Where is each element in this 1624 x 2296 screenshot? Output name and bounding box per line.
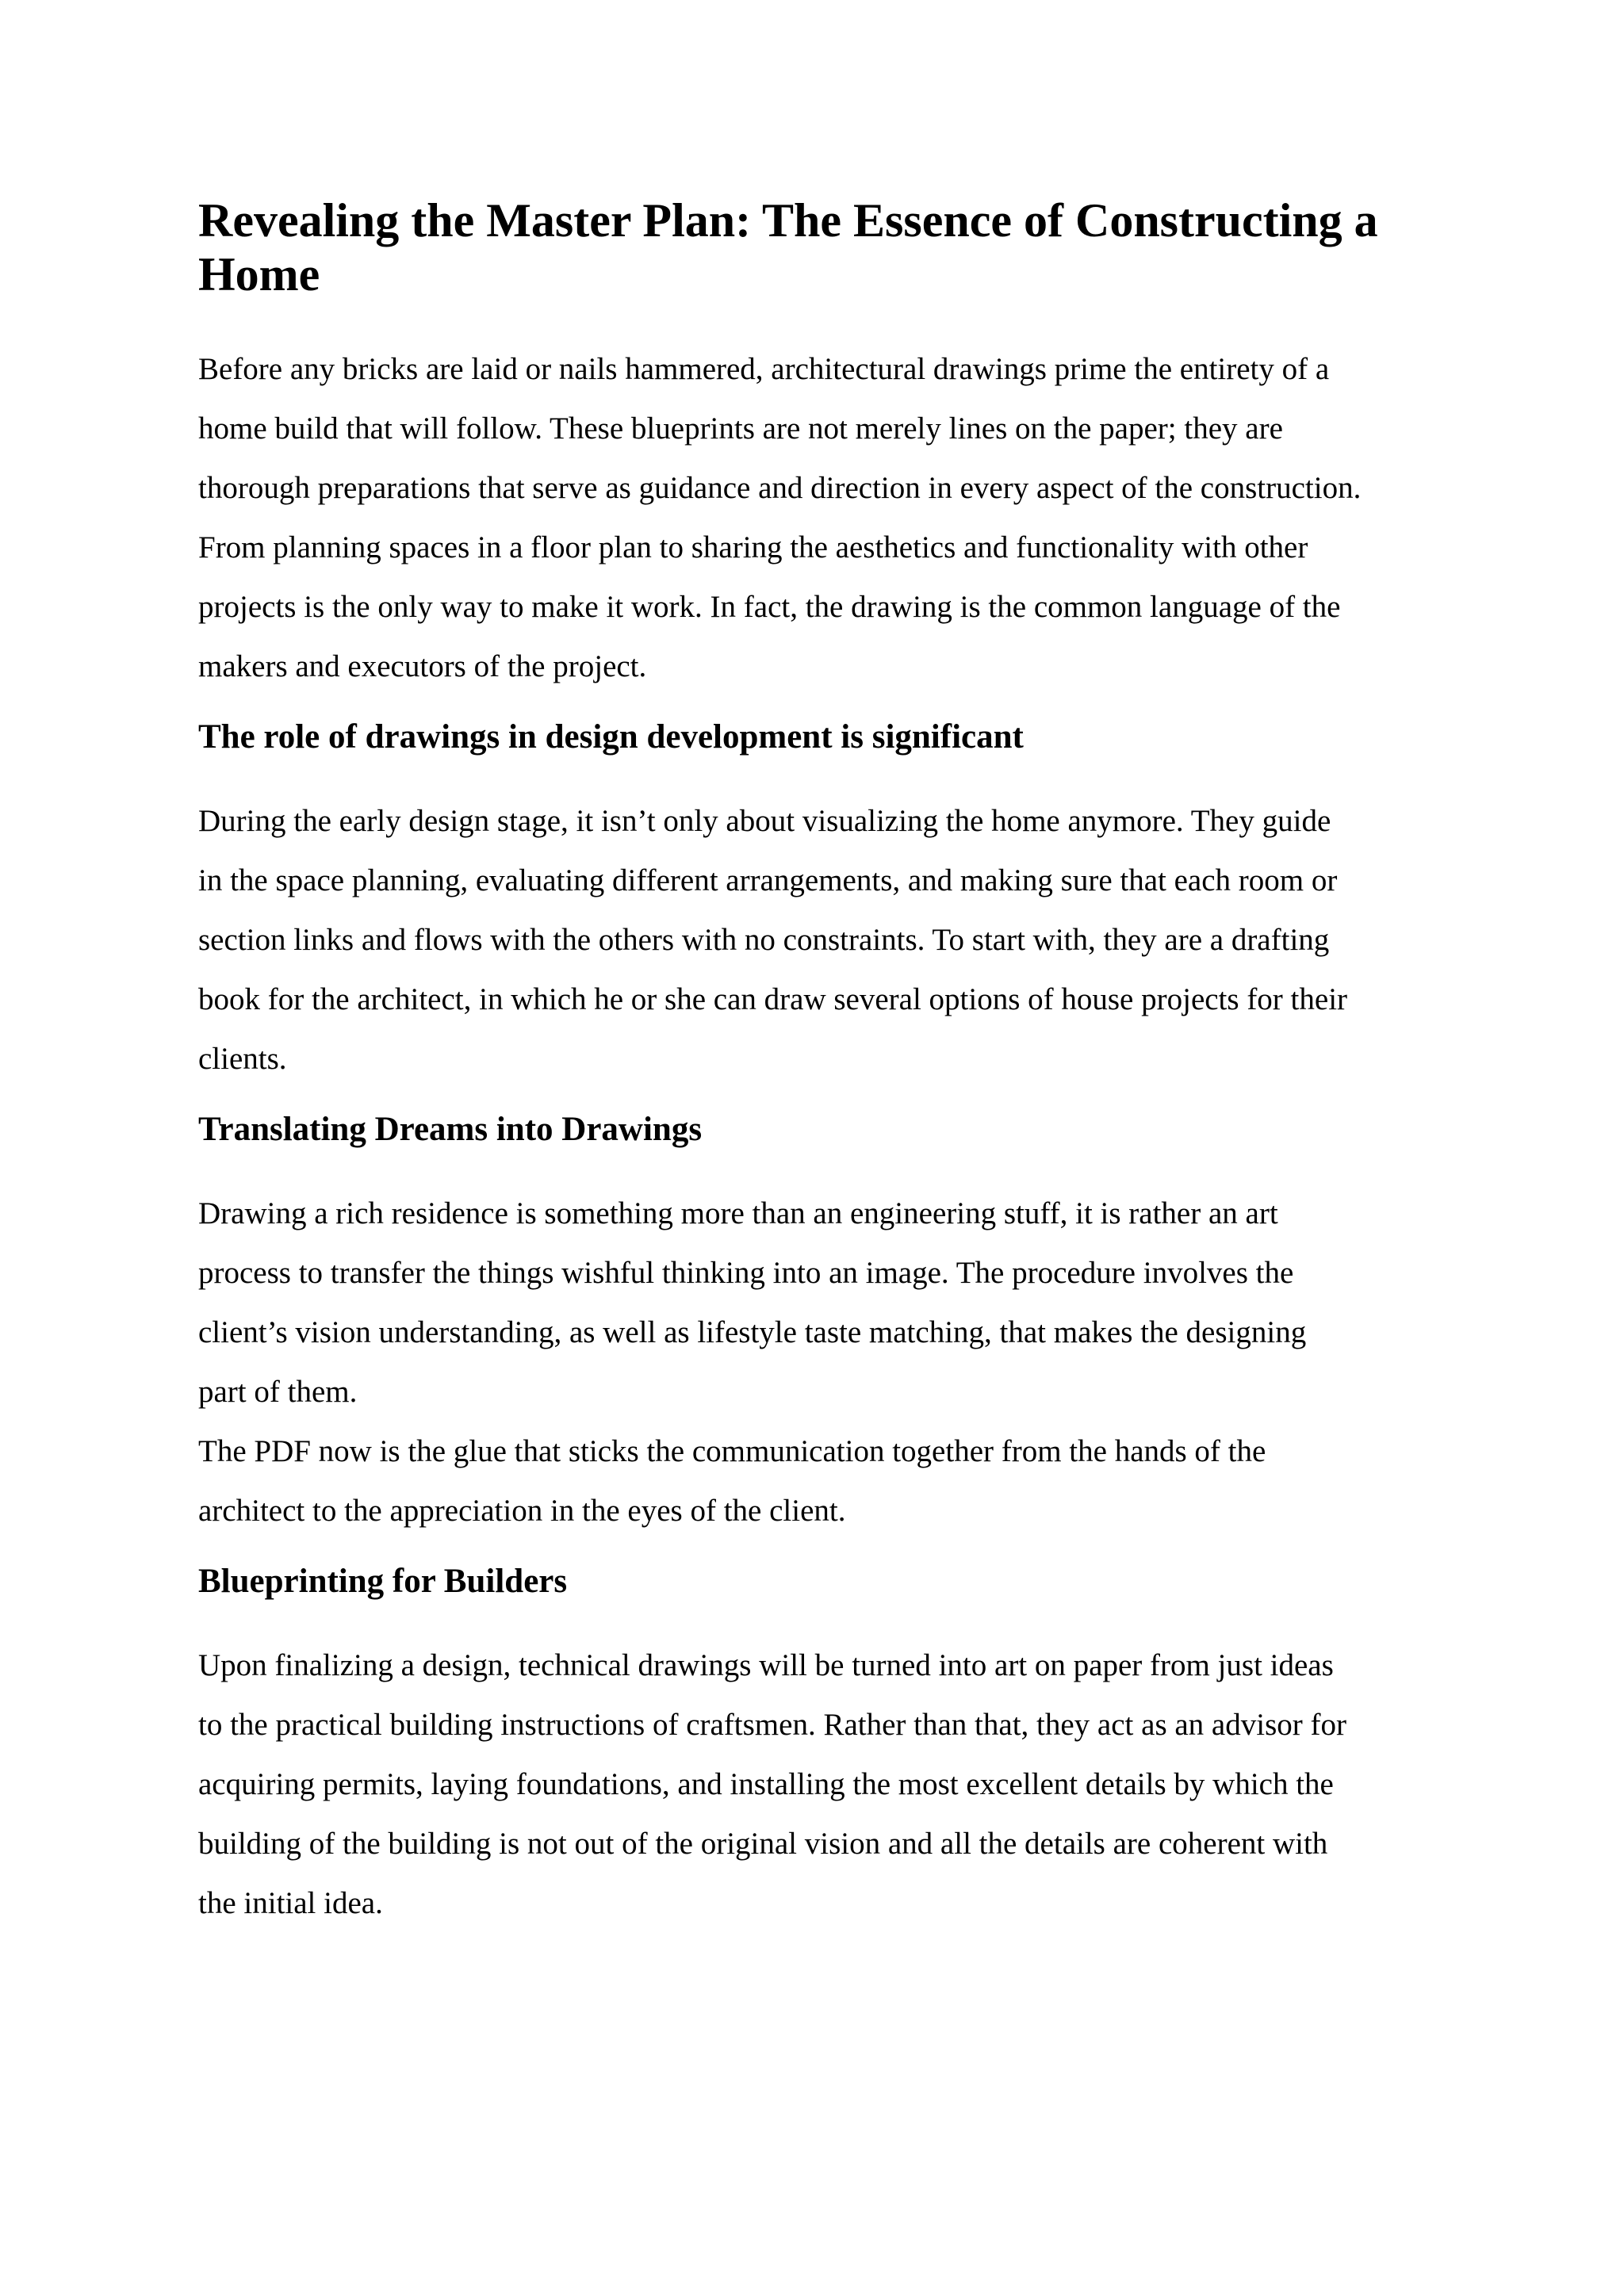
text-line: Upon finalizing a design, technical drawings will be turned into art on paper from just ideas [198,1648,1334,1682]
section-paragraph [198,791,1451,1089]
text-line: book for the architect, in which he or she can draw several options of house projects for their [198,982,1348,1016]
text-line: Before any bricks are laid or nails hammered, architectural drawings prime the entirety of a [198,352,1330,386]
section-heading: The role of drawings in design development is significant [198,718,1024,756]
text-line: section links and flows with the others with no constraints. To start with, they are a drafting [198,923,1330,957]
text-line: makers and executors of the project. [198,649,647,683]
document-title [198,193,1451,301]
section-heading: Translating Dreams into Drawings [198,1111,703,1148]
section-heading: Blueprinting for Builders [198,1563,568,1600]
text-line: process to transfer the things wishful thinking into an image. The procedure involves the [198,1256,1294,1290]
text-line: building of the building is not out of the original vision and all the details are coherent with [198,1827,1328,1861]
text-line: Drawing a rich residence is something more than an engineering stuff, it is rather an art [198,1196,1278,1230]
title-line: Revealing the Master Plan: The Essence of Constructing a [198,194,1378,247]
document-body [198,193,1451,1933]
text-line: the initial idea. [198,1886,383,1920]
text-line: clients. [198,1042,287,1076]
text-line: to the practical building instructions of craftsmen. Rather than that, they act as an advisor for [198,1708,1346,1742]
text-line: home build that will follow. These blueprints are not merely lines on the paper; they are [198,411,1283,446]
section-paragraph [198,1184,1451,1422]
text-line: architect to the appreciation in the eyes of the client. [198,1494,846,1528]
text-line: client’s vision understanding, as well as lifestyle taste matching, that makes the designing [198,1315,1307,1349]
text-line: projects is the only way to make it work. In fact, the drawing is the common language of the [198,590,1341,624]
text-line: thorough preparations that serve as guidance and direction in every aspect of the construction. [198,471,1362,505]
intro-paragraph [198,339,1451,696]
section-paragraph [198,1422,1451,1540]
text-line: in the space planning, evaluating different arrangements, and making sure that each room or [198,863,1338,897]
text-line: During the early design stage, it isn’t only about visualizing the home anymore. They guide [198,804,1331,838]
section-paragraph [198,1636,1451,1933]
title-line: Home [198,248,320,300]
text-line: acquiring permits, laying foundations, and installing the most excellent details by which the [198,1767,1334,1801]
text-line: The PDF now is the glue that sticks the communication together from the hands of the [198,1434,1266,1468]
text-line: part of them. [198,1375,358,1409]
text-line: From planning spaces in a floor plan to sharing the aesthetics and functionality with other [198,530,1308,564]
